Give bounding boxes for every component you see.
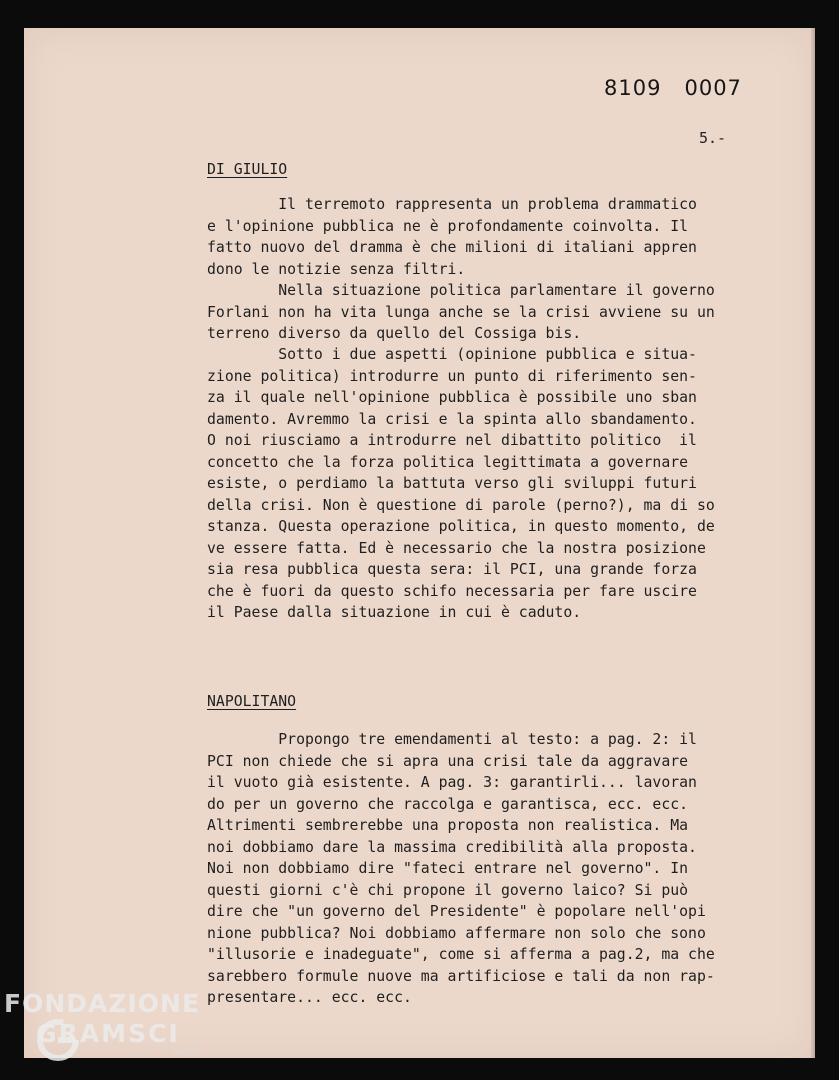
page-number: 5.- — [699, 129, 727, 147]
fondazione-gramsci-watermark — [4, 989, 201, 1057]
section-heading-di-giulio: DI GIULIO — [207, 161, 288, 178]
watermark-line1: FONDAZIONE — [4, 989, 201, 1018]
watermark-line2: GRAMSCI — [36, 1019, 180, 1048]
paragraph-4: Propongo tre emendamenti al testo: a pag. 2: il PCI non chiede che si apra una crisi tale da aggravare il vuoto già esistente. A pag. 3: garantirli... lavoran do per un governo che raccolga e garantisca, ecc. ecc. Altrimenti sembrerebbe una proposta non realistica. Ma noi dobbiamo dare la massima credibilità alla proposta. Noi non dobbiamo dire "fateci entrare nel governo". In questi giorni c'è chi propone il governo laico? Si può dire che "un governo del Presidente" è popolare nell'opi nione pubblica? Noi dobbiamo affermare non solo che sono "illusorie e inadeguate", come si afferma a pag.2, ma che sarebbero formule nuove ma artificiose e tali da non rap- presentare... ecc. ecc. — [207, 731, 715, 1006]
section-heading-napolitano: NAPOLITANO — [207, 693, 297, 710]
paragraph-3: Sotto i due aspetti (opinione pubblica e situa- zione politica) introdurre un punto di riferimento sen- za il quale nell'opinione pubblica è possibile uno sban damento. Avremmo la crisi e la spinta allo sbandamento. O noi riusciamo a introdurre nel dibattito politico il concetto che la forza politica legittimata a governare esiste, o perdiamo la battuta verso gli sviluppi futuri della crisi. Non è questione di parole (perno?), ma di so stanza. Questa operazione politica, in questo momento, de ve essere fatta. Ed è necessario che la nostra posizione sia resa pubblica questa sera: il PCI, una grande forza che è fuori da questo schifo necessaria per fare uscire il Paese dalla situazione in cui è caduto. — [207, 346, 715, 621]
document-page — [24, 28, 815, 1058]
watermark-line3: onlus — [172, 1046, 199, 1057]
paragraph-1: Il terremoto rappresenta un problema drammatico e l'opinione pubblica ne è profondamente coinvolta. Il fatto nuovo del dramma è che milioni di italiani appren dono le notizie senza filtri. — [207, 196, 697, 278]
paragraph-2: Nella situazione politica parlamentare il governo Forlani non ha vita lunga anche se la crisi avviene su un terreno diverso da quello del Cossiga bis. — [207, 282, 715, 342]
document-number: 8109 0007 — [604, 76, 742, 100]
